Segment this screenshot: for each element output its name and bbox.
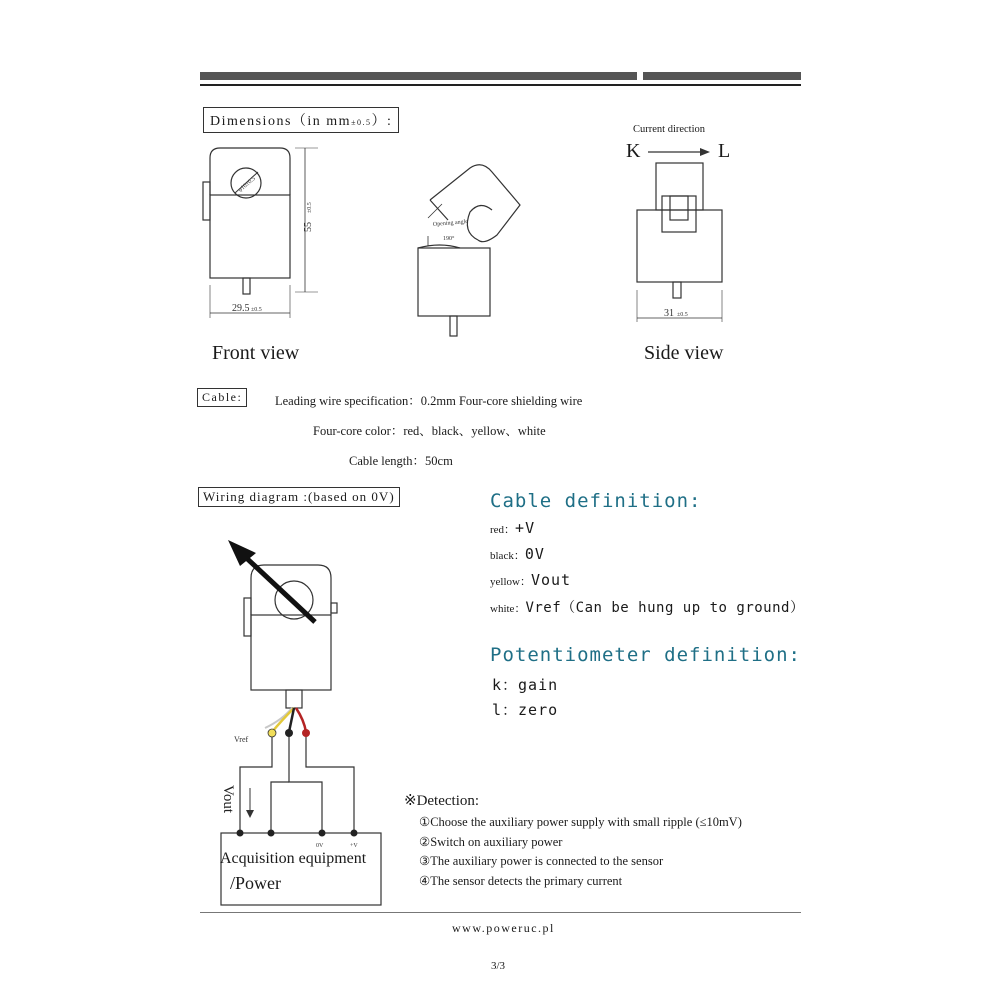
cable-def-black: black：0V [490,545,545,563]
primary-current-arrow [228,540,315,622]
terminal-yellow [268,729,276,737]
side-view-drawing [637,148,722,322]
front-hole-dim: φ10±0.5 [237,175,257,194]
cable-def-yellow: yellow：Vout [490,571,572,589]
vref-label: Vref [234,735,249,744]
plus-v-label: +V [350,843,358,849]
detection-title: ※Detection: [404,793,480,809]
power-label: /Power [230,873,281,893]
cable-definition-title: Cable definition: [490,490,702,512]
potentiometer-l: l：zero [492,701,559,719]
current-direction-label: Current direction [633,124,706,135]
open-view-drawing [418,165,520,336]
footer-rule [200,912,801,913]
vout-label: Vout [220,785,236,814]
footer-url: www.poweruc.pl [452,921,555,935]
cable-def-red: red：+V [490,519,536,537]
terminal-box-1 [237,830,244,837]
acquisition-label: Acquisition equipment [220,850,367,867]
potentiometer-k: k：gain [492,676,559,694]
terminal-red [302,729,310,737]
terminal-box-3 [319,830,326,837]
cable-heading: Cable: [197,388,247,407]
detection-step-2: ②Switch on auxiliary power [419,835,563,849]
page-number: 3/3 [491,960,506,972]
cable-spec-wire: Leading wire specification：0.2mm Four-core shielding wire [275,394,583,408]
front-width-tol: ±0.5 [251,307,262,313]
detection-step-3: ③The auxiliary power is connected to the sensor [419,854,664,868]
cable-def-white: white：Vref（Can be hung up to ground） [490,600,805,616]
front-width-dim: 29.5 [232,303,250,314]
opening-angle-label: Opening angle [432,218,469,228]
cable-spec-color: Four-core color：red、black、yellow、white [313,424,546,438]
front-view-caption: Front view [212,342,300,364]
wiring-heading: Wiring diagram :(based on 0V) [198,487,400,507]
detection-step-4: ④The sensor detects the primary current [419,874,623,888]
opening-angle-value: 190° [443,236,455,242]
terminal-box-4 [351,830,358,837]
front-height-tol: ±0.5 [307,202,313,213]
dimensions-heading: Dimensions（in mm±0.5）: [203,107,399,133]
side-width-dim: 31 [664,308,674,319]
l-label: L [718,140,731,162]
side-view-caption: Side view [644,342,724,364]
k-label: K [626,140,641,162]
detection-step-1: ①Choose the auxiliary power supply with small ripple (≤10mV) [419,815,742,829]
cable-spec-length: Cable length：50cm [349,454,453,468]
terminal-black [285,729,293,737]
wire-red [296,708,306,732]
potentiometer-title: Potentiometer definition: [490,644,801,666]
front-height-dim: 55 [303,222,314,232]
front-view-drawing [203,148,318,318]
side-width-tol: ±0.5 [677,312,688,318]
zero-v-label: 0V [316,843,324,849]
vout-arrow-head [246,810,254,818]
terminal-box-2 [268,830,275,837]
